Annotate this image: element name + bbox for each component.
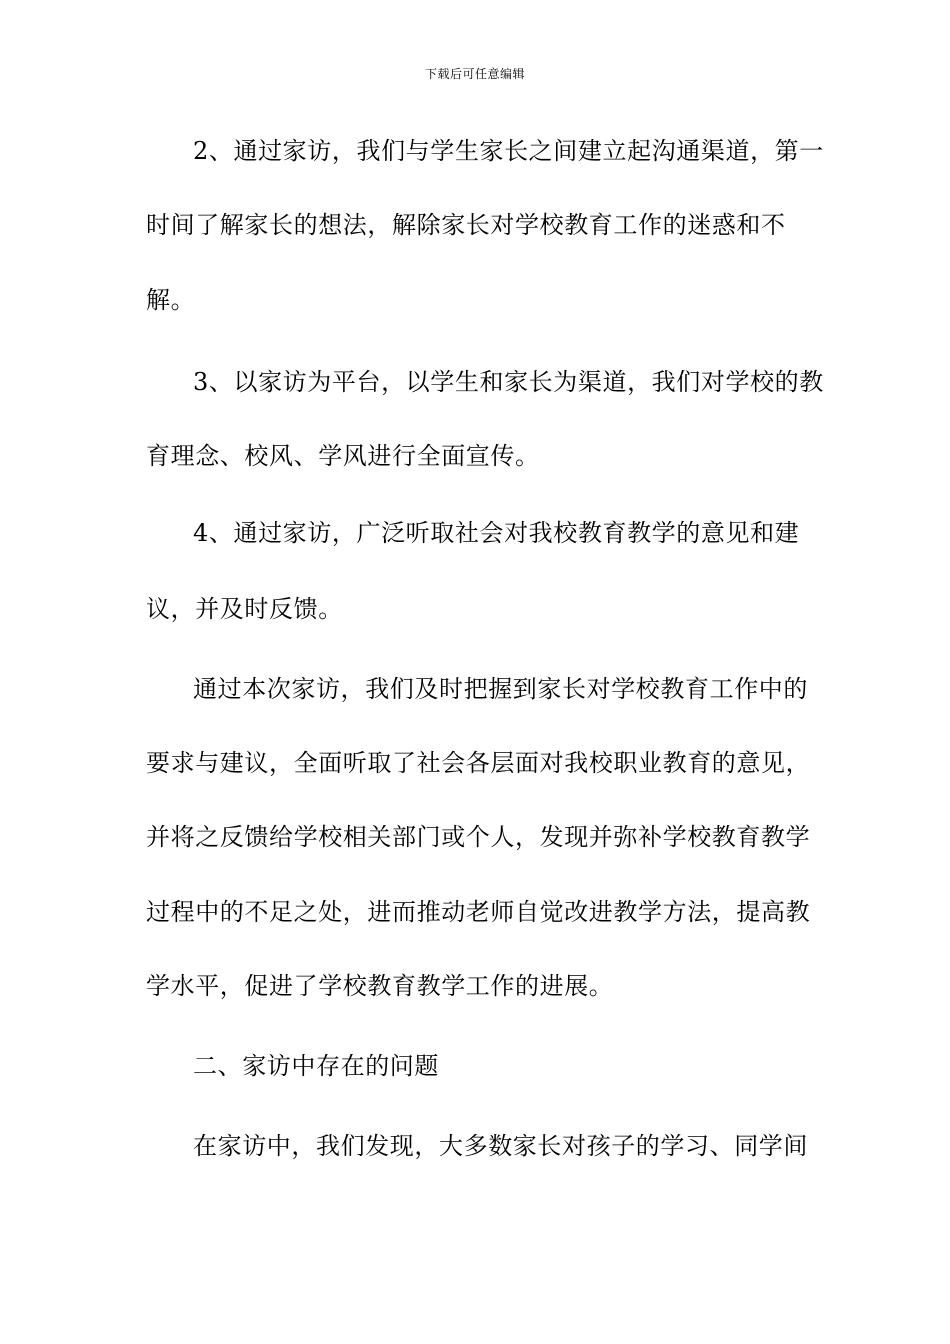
paragraph-problems-line-1: 在家访中，我们发现，大多数家长对孩子的学习、同学间 <box>193 1132 808 1160</box>
paragraph-summary-line-4: 过程中的不足之处，进而推动老师自觉改进教学方法，提高教 <box>146 898 811 926</box>
paragraph-2-line-3: 解。 <box>146 286 196 314</box>
paragraph-summary-line-1: 通过本次家访，我们及时把握到家长对学校教育工作中的 <box>193 675 808 703</box>
paragraph-summary-line-3: 并将之反馈给学校相关部门或个人，发现并弥补学校教育教学 <box>146 823 811 851</box>
paragraph-summary-line-2: 要求与建议，全面听取了社会各层面对我校职业教育的意见， <box>146 749 811 777</box>
paragraph-2-line-2: 时间了解家长的想法，解除家长对学校教育工作的迷惑和不 <box>146 211 786 239</box>
paragraph-3-line-1: 3、以家访为平台，以学生和家长为渠道，我们对学校的教 <box>193 368 824 396</box>
page-header-note: 下载后可任意编辑 <box>424 67 525 81</box>
paragraph-summary-line-5: 学水平，促进了学校教育教学工作的进展。 <box>146 972 614 1000</box>
section-heading-problems: 二、家访中存在的问题 <box>193 1052 439 1080</box>
paragraph-2-line-1: 2、通过家访，我们与学生家长之间建立起沟通渠道，第一 <box>193 137 824 165</box>
paragraph-4-line-1: 4、通过家访，广泛听取社会对我校教育教学的意见和建 <box>193 519 800 547</box>
paragraph-4-line-2: 议，并及时反馈。 <box>146 595 343 623</box>
paragraph-3-line-2: 育理念、校风、学风进行全面宣传。 <box>146 442 540 470</box>
